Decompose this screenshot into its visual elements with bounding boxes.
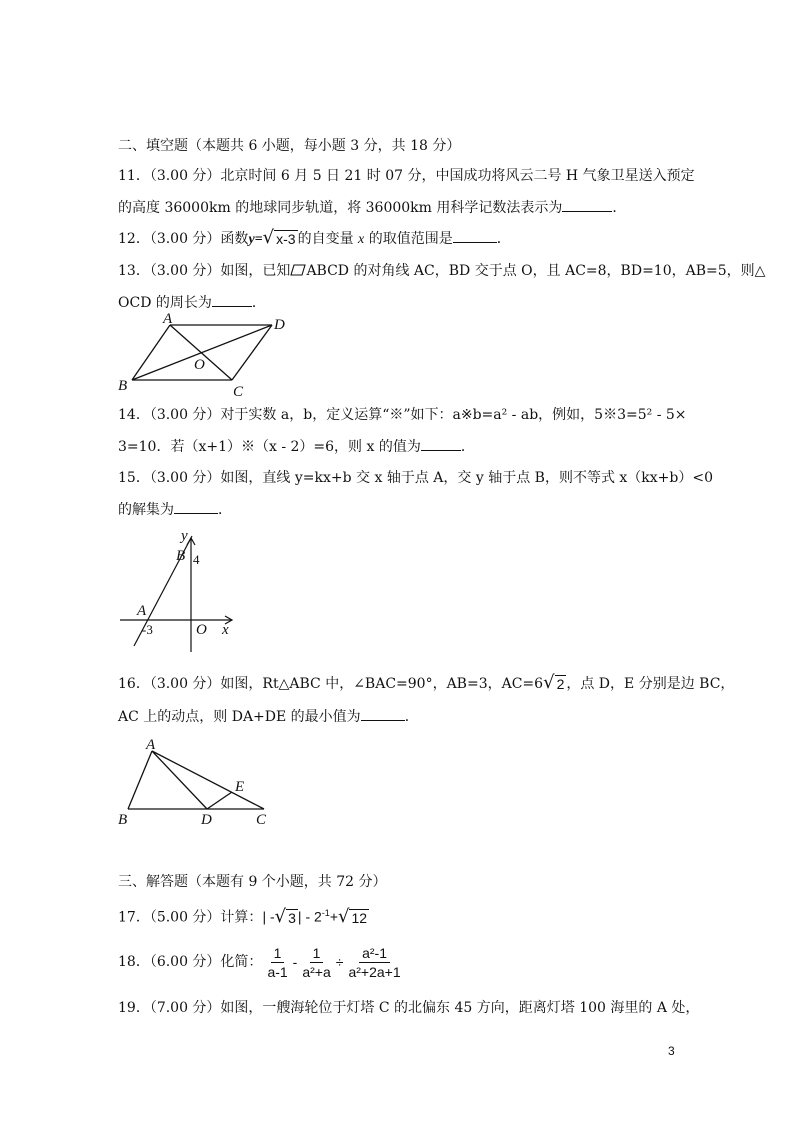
q16-line-1 [118,674,734,694]
q18-prefix: 18．（6.00 分）化简： [118,954,263,970]
q18-line [118,942,406,982]
side-ab [128,751,152,809]
q11-text: 的高度 36000km 的地球同步轨道，将 36000km 用科学记数法表示为 [118,200,563,216]
radical-sign-icon: √ [543,672,555,693]
q17-plus: + [329,908,338,925]
q17-abs-close: | [297,908,302,925]
q18-f2-denominator: a²+a [302,963,331,980]
label-b: B [176,548,186,564]
label-d: D [274,317,285,333]
q15-text: 的解集为 [118,502,174,518]
parallelogram-icon [290,264,306,276]
label-a: A [163,312,173,327]
label-x: x [222,622,229,638]
q16-radicand: 2 [556,676,565,692]
parallelogram-figure [110,312,300,398]
label-neg-3: -3 [142,622,153,637]
segment-ad [152,751,207,809]
radical-sign-icon: √ [262,227,275,248]
q18-f3-denominator: a²+2a+1 [348,963,401,980]
q13-text-b: ABCD 的对角线 AC，BD 交于点 O，且 AC=8，BD=10，AB=5，则△ [306,263,766,279]
q18-fraction-2 [299,944,333,981]
q17-exponent: -1 [321,908,330,918]
q12-end: ． [496,231,511,247]
label-a: A [146,737,156,753]
q18-f3-numerator: a²-1 [359,944,390,963]
radical-sign-icon: √ [338,905,350,927]
q18-f1-numerator: 1 [271,944,285,963]
q17-radicand-1: 3 [288,909,296,926]
radical-sign-icon: √ [274,905,287,927]
answer-blank [453,228,497,243]
label-d: D [201,812,212,827]
q16-text: AC 上的动点，则 DA+DE 的最小值为 [118,709,361,725]
q18-minus: - [292,954,298,970]
q19-line-1: 19．（7.00 分）如图，一艘海轮位于灯塔 C 的北偏东 45 方向，距离灯塔 100 海里的 A 处， [118,1000,700,1016]
right-triangle-figure [112,735,282,827]
linear-function-graph [112,526,242,656]
segment-de [207,792,232,809]
side-ac [152,751,264,809]
q11-line-1: 11．（3.00 分）北京时间 6 月 5 日 21 时 07 分，中国成功将风云二号 H 气象卫星送入预定 [118,168,695,184]
q18-fraction-3 [345,944,403,981]
q16-text-b: ，点 D，E 分别是边 BC， [566,676,735,692]
q13-text-a: 13．（3.00 分）如图，已知 [118,263,291,279]
label-b: B [118,378,128,394]
q14-text: 3=10．若（x+1）※（x - 2）=6，则 x 的值为 [118,439,421,455]
q12-prefix: 12．（3.00 分）函数 [118,231,249,247]
q17-abs-open: | - [262,908,275,925]
q17-mid: - 2 [301,908,322,925]
q15-line-2 [118,499,232,520]
q17-prefix: 17．（5.00 分）计算： [118,909,263,926]
q12-var: x [358,232,365,247]
q17-sqrt-12 [338,905,369,927]
q13-line-2 [118,292,266,313]
q13-text: OCD 的周长为 [118,295,212,311]
q18-fraction-1 [264,944,290,981]
section-3-heading: 三、解答题（本题有 9 个小题，共 72 分） [118,874,387,890]
q16-sqrt [543,674,566,692]
q17-radicand-2: 12 [351,909,368,926]
label-e: E [235,779,245,795]
q18-divide: ÷ [335,954,344,970]
q14-line-2 [118,436,475,457]
q11-line-2 [118,197,626,218]
page-number: 3 [668,1044,675,1058]
q12-radicand: x-3 [276,231,296,247]
q12-sqrt [263,229,298,247]
q12-mid: 的自变量 [297,231,354,247]
label-o: O [196,622,207,638]
label-a: A [137,603,147,619]
side-ab [132,325,170,380]
label-b: B [118,812,128,827]
q17-sqrt-3 [274,905,298,927]
answer-blank [174,499,218,514]
q14-end: ． [460,439,475,455]
q16-line-2 [118,706,419,727]
label-o: O [194,357,205,373]
q16-end: ． [404,709,419,725]
q15-end: ． [218,502,232,518]
q16-text-a: 16．（3.00 分）如图，Rt△ABC 中，∠BAC=90°，AB=3，AC=6 [118,676,544,692]
q13-line-1 [118,261,765,281]
q14-line-1: 14．（3.00 分）对于实数 a，b，定义运算“※”如下：a※b=a² - ab，例如，5※3=5² - 5× [118,407,687,423]
q13-end: ． [251,295,266,311]
q12-function-y: y= [248,232,263,247]
q11-end: ． [612,200,627,216]
q12-line [118,228,511,250]
q18-f2-numerator: 1 [310,944,324,963]
label-4: 4 [193,552,200,567]
q12-suffix: 的取值范围是 [368,231,453,247]
q18-f1-denominator: a-1 [267,963,288,980]
answer-blank [361,706,405,721]
q17-line [118,903,369,928]
label-c: C [256,812,267,827]
answer-blank [562,197,612,212]
section-2-heading: 二、填空题（本题共 6 小题，每小题 3 分，共 18 分） [118,138,461,154]
label-c: C [233,384,244,398]
q15-line-1: 15．（3.00 分）如图，直线 y=kx+b 交 x 轴于点 A，交 y 轴于点 B，则不等式 x（kx+b）<0 [118,470,714,486]
answer-blank [421,436,461,451]
answer-blank [212,292,252,307]
label-y: y [181,528,188,544]
